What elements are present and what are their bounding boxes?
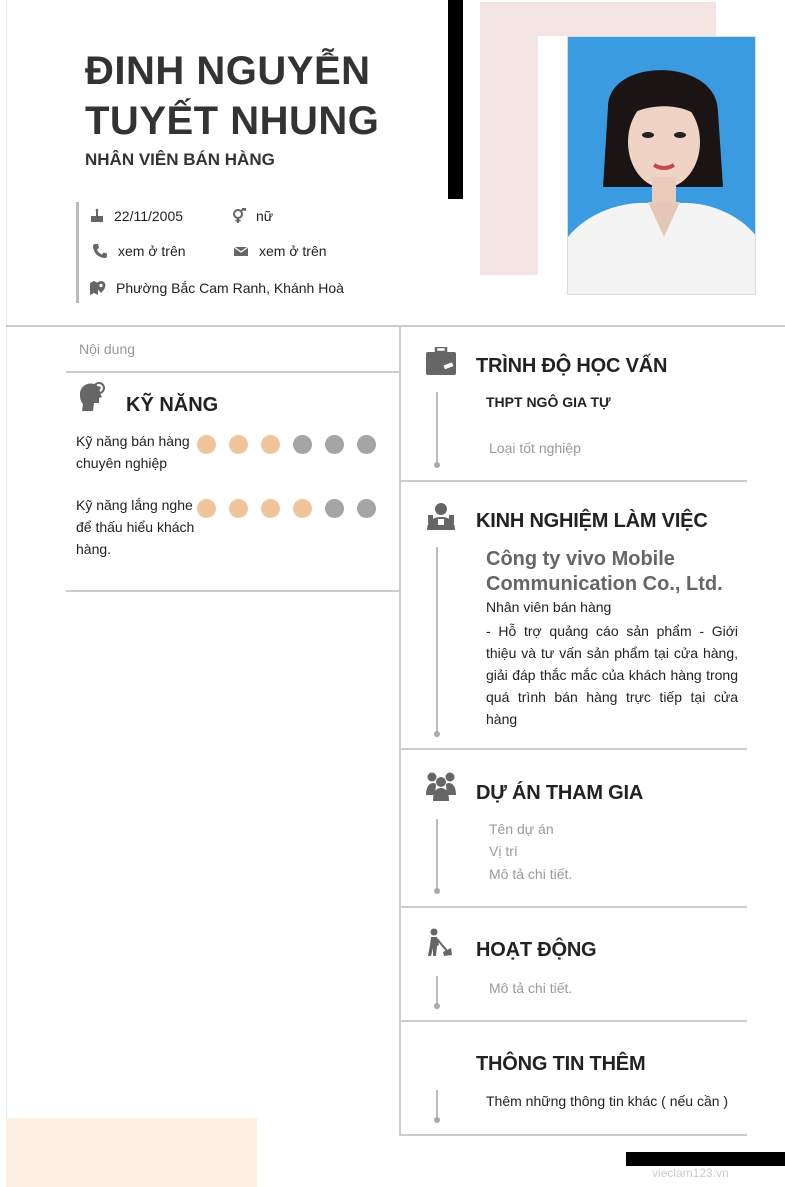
content-placeholder: Nội dung xyxy=(79,341,136,357)
name-line-1: ĐINH NGUYỄN xyxy=(85,49,371,93)
additional-timeline xyxy=(436,1090,438,1120)
rating-dot xyxy=(261,435,280,454)
briefcase-icon xyxy=(425,347,457,375)
user-tie-icon xyxy=(425,502,457,530)
activity-detail: Mô tả chi tiết. xyxy=(489,980,573,996)
skill-rating-1 xyxy=(197,435,376,454)
experience-timeline xyxy=(436,547,438,734)
skill-label-2: Kỹ năng lắng nghe để thấu hiểu khách hàng. xyxy=(76,497,195,557)
group-icon xyxy=(425,771,457,801)
left-divider-1 xyxy=(66,371,400,373)
email-text: xem ở trên xyxy=(259,243,327,259)
education-timeline xyxy=(436,392,438,465)
rating-dot xyxy=(325,435,344,454)
education-grade: Loại tốt nghiệp xyxy=(489,440,581,456)
decorative-peach-block xyxy=(6,1118,257,1187)
rating-dot xyxy=(229,499,248,518)
rating-dot xyxy=(197,499,216,518)
rating-dot xyxy=(357,435,376,454)
email-row xyxy=(232,243,327,259)
sweeper-icon xyxy=(425,928,453,958)
activities-title: HOẠT ĐỘNG xyxy=(476,939,597,961)
birthday-text: 22/11/2005 xyxy=(114,208,184,224)
head-gear-icon xyxy=(76,382,108,412)
project-position: Vị trí xyxy=(489,843,518,859)
column-divider xyxy=(399,326,401,1136)
address-text: Phường Bắc Cam Ranh, Khánh Hoà xyxy=(116,280,344,296)
rating-dot xyxy=(197,435,216,454)
additional-text: Thêm những thông tin khác ( nếu cần ) xyxy=(486,1093,729,1109)
experience-title: KINH NGHIỆM LÀM VIỆC xyxy=(476,510,708,532)
candidate-name xyxy=(85,46,379,146)
projects-title: DỰ ÁN THAM GIA xyxy=(476,782,644,804)
left-divider-2 xyxy=(66,590,400,592)
birthday-row xyxy=(89,208,183,224)
skills-title: KỸ NĂNG xyxy=(126,394,219,416)
experience-divider xyxy=(400,748,747,750)
company-name: Công ty vivo Mobile Communication Co., Ltd. xyxy=(486,548,723,595)
job-title: NHÂN VIÊN BÁN HÀNG xyxy=(85,150,275,169)
avatar xyxy=(567,36,756,295)
mail-icon xyxy=(232,243,250,259)
skill-rating-2 xyxy=(197,499,376,518)
projects-divider xyxy=(400,906,747,908)
education-title: TRÌNH ĐỘ HỌC VẤN xyxy=(476,355,668,377)
project-name: Tên dự án xyxy=(489,821,554,837)
rating-dot xyxy=(261,499,280,518)
phone-text: xem ở trên xyxy=(118,243,186,259)
watermark: vieclam123.vn xyxy=(652,1166,729,1180)
education-divider xyxy=(400,480,747,482)
header-divider xyxy=(6,325,785,327)
job-role: Nhân viên bán hàng xyxy=(486,599,612,615)
decorative-black-bar xyxy=(448,0,463,199)
skill-label-1: Kỹ năng bán hàng chuyên nghiệp xyxy=(76,433,190,471)
additional-title: THÔNG TIN THÊM xyxy=(476,1053,646,1075)
projects-timeline xyxy=(436,819,438,891)
school-name: THPT NGÔ GIA TỰ xyxy=(486,394,611,410)
activities-timeline xyxy=(436,976,438,1006)
rating-dot xyxy=(325,499,344,518)
project-detail: Mô tả chi tiết. xyxy=(489,866,573,882)
activities-divider xyxy=(400,1020,747,1022)
gender-text: nữ xyxy=(256,208,274,224)
decorative-footer-bar xyxy=(626,1152,785,1166)
phone-row xyxy=(91,243,186,259)
gender-icon xyxy=(231,208,247,224)
cake-icon xyxy=(89,208,105,224)
additional-divider xyxy=(400,1134,747,1136)
rating-dot xyxy=(357,499,376,518)
gender-row xyxy=(231,208,273,224)
job-description: - Hỗ trợ quảng cáo sản phẩm - Giới thiệu và tư vấn sản phẩm tại cửa hàng, giải đáp thắc mắc của khách hàng trong quá trình bán hàng trực tiếp tại cửa hàng xyxy=(486,623,738,727)
phone-icon xyxy=(91,243,109,259)
rating-dot xyxy=(229,435,248,454)
address-row xyxy=(89,280,344,296)
rating-dot xyxy=(293,435,312,454)
map-marker-icon xyxy=(89,280,107,296)
name-line-2: TUYẾT NHUNG xyxy=(85,99,380,143)
rating-dot xyxy=(293,499,312,518)
